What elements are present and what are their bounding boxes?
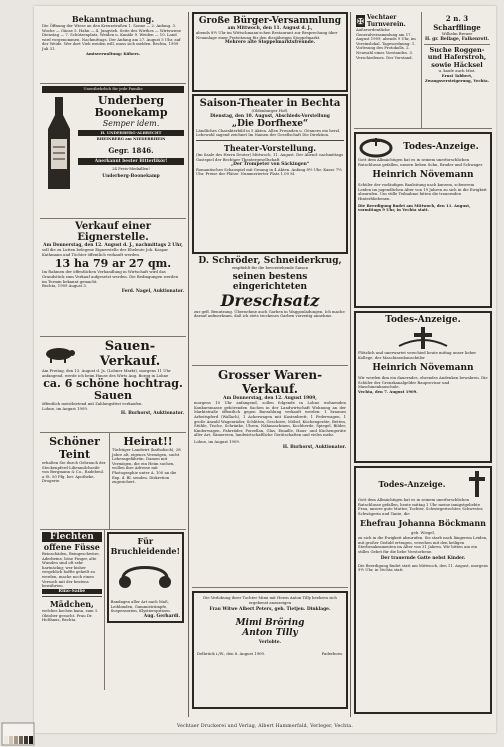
- notice-text: Die Öffnung der Wiese an den Kreuzstraßen 1. Sonne — 2. Anfang. 3. Woche — Gänse 5. Hahn — 4. Jungvieh. Seite des Wirthes — Wirtswiese Dienstag — 7. Schützenplatz, Weiden u. Kanäle 9. Weiden — 10. Land wird vorgenommen. Nachmittags. Der Anfang am 27. August 5 Uhr, auf der Weide. Wer dort Vieh weiden will, muss sich melden. Bechta, 1909 Juli 31.: [42, 23, 182, 51]
- todes2-text: Plötzlich und unerwartet verschied heute mittag unser lieber Kollege, der Maschinenbauschüler: [358, 350, 477, 360]
- scharf-title: 2 n. 3 Scharfflinge: [433, 14, 481, 32]
- verlobung-sign: Frau Witwe Albert Peters, geb. Tietjen. Dinklage.: [209, 607, 331, 613]
- bottle-image: [42, 95, 76, 191]
- column-right: [354, 12, 492, 717]
- sale-date: Am Donnerstag, den 12. August d. J., nachmittags 2 Uhr,: [43, 243, 183, 248]
- todes1-title: Todes-Anzeige.: [403, 142, 479, 152]
- theater2-text2: Romantisches Schauspiel mit Gesang in 4 Akten. Anfang 8½ Uhr. Kasse 7½ Uhr. Preise der Plätze: Nummerierter Platz 1.00 M.: [196, 166, 342, 177]
- maedchen-title: Mädchen,: [49, 599, 94, 610]
- todes-anzeige-2: [354, 311, 492, 463]
- scharf-text: Wilhelm Breuer: [441, 31, 473, 36]
- sauen-ad: [40, 337, 186, 433]
- scharf-ad: [424, 14, 490, 45]
- theater-title: Saison-Theater in Bechta: [199, 98, 341, 109]
- sau-title: Sauen-Verkauf.: [99, 339, 161, 369]
- newspaper-page: [34, 6, 496, 733]
- printer-footer: Vechtaer Druckerei und Verlag, Albert Hammerfald, Verleger, Vechta.: [176, 724, 353, 729]
- heirat-text: Tüchtiger Landwirt (katholisch), 28 Jahre alt, eigenes Vermögen, sucht Lebensgefährtin. Damen mit Vermögen, die ein Heim suchen, wollen ihre Adresse mit Photographie unter A. 100 an die Exp. d. Bl. senden. Diskretion zugesichert.: [112, 447, 181, 485]
- sale-text: soll die zu Lutten belegene Eignerstelle der Eheleute Joh. Kaspar Kathmann und Töchter öffentlich verkauft werden.: [42, 247, 169, 257]
- underberg-footer: Underberg-Boonekamp: [102, 173, 160, 179]
- sau-text2: öffentlich meistbietend mit Zahlungsfrist verkaufen.: [42, 401, 143, 407]
- color-scale-bar: [0, 721, 36, 747]
- verlobung-ad: [192, 591, 348, 709]
- underberg-year: Gegr. 1846.: [108, 145, 154, 155]
- verlobte-mimi: Mimi Bröring: [235, 618, 305, 629]
- column-rule: [188, 12, 189, 717]
- schroeder-ad: [192, 254, 348, 366]
- flechten-text: Beinschäden, Beingeschwüre, Aderbeine, böse Finger, alte Wunden sind oft sehr hartnäckig; wer bisher vergeblich hoffte geheilt zu werden, mache noch einen Versuch mit der bestens bewährten: [42, 551, 100, 589]
- todes2-name: Heinrich Növemann: [372, 363, 474, 374]
- sau-text: Am Freitag, den 13. August d. Js. (Lohner Markt), morgens 11 Uhr anfangend, werde ich beim Hause des Wirts Aug. Borgg in Lohne: [42, 368, 171, 378]
- underberg-medals: 24 Preis-Medaillen!: [112, 166, 150, 172]
- flechten-sub: offene Füsse: [43, 542, 100, 552]
- bruch-text: Bandagen aller Art nach Maß, Leibbinden, Gummistrümpfe, Suspensorien, Klystierspritzen.: [110, 599, 171, 614]
- todes3-text2: zu sich in die Ewigkeit abzurufen. Sie starb nach längerem Leiden, mit großer Geduld ertragen, versehen mit den heiligen Sterbesakramenten im Alter von 31 Jahren. Wir bitten um ein stilles Gebet für die liebe Verstorbene.: [358, 534, 488, 554]
- waren-auct: H. Burhorst, Auktionator.: [282, 444, 346, 450]
- turner-cross-icon: ✠: [357, 16, 364, 26]
- todes2-sign: Vechta, den 7. August 1909.: [358, 388, 418, 394]
- notice-ad: [40, 12, 186, 84]
- theater-date: Dienstag, den 10. August, Abschieds-Vorstellung: [210, 113, 330, 119]
- dresch-text: zur gefl. Benutzung. Übernehme auch Garben in Waggonladungen. Ich mache darauf aufmerksam, daß ich stets trockenes Garben vorzeitig annehme.: [194, 308, 345, 319]
- maedchen-text: welches kochen kann, zum 1. Oktober gesucht. Frau Dr. Holthaus, Bechta.: [42, 608, 99, 623]
- schroeder-big: seinen bestens eingerichteten: [232, 271, 308, 292]
- todes-anzeige-3: [354, 466, 492, 714]
- suche-ad: [424, 45, 490, 83]
- todes3-text: Gott dem Allmächtigen hat es in seinem unerforschlichen Ratschlusse gefallen, heute mittag 1 Uhr meine innigstgeliebte Frau, unsere gute Mutter, Tochter, Schwiegertochter, Schwester, Schwägerin und Tante, die: [358, 497, 484, 516]
- flechten-title: Flechten: [42, 532, 102, 542]
- verlobung-text: Die Verlobung ihrer Tochter Mimi mit Herrn Anton Tilly beehren sich ergebenst anzuzeigen: [203, 595, 337, 605]
- heirat-title: Heirat!!: [123, 435, 173, 448]
- notice-sign: Amtsverwaltung: Kühers.: [86, 50, 140, 56]
- todes1-text2: Schüler der vorläufigen Bauleitung nach kurzem, schwerem Leiden im jugendlichen Alter von 19 Jahren zu sich in die Ewigkeit abzurufen. Um stille Teilnahme bitten die trauernden Hinterbliebenen.: [358, 182, 487, 201]
- verlobte-label: Verlobte.: [258, 640, 282, 646]
- verlobung-right: Paderborn.: [321, 650, 343, 656]
- theater2-play: „Der Trompeter von Säckingen“: [230, 162, 310, 168]
- dreschsatz-title: Dreschsatz: [220, 290, 320, 310]
- todes2-text2: Wir werden ihm ein dauerndes, ehrendes Andenken bewahren. Die Schüler der Grenzkanalgelder Bauprovisor und Maschinenbauschule.: [358, 375, 488, 390]
- todes3-sub: geb. Wiegel,: [411, 530, 435, 536]
- theater-text: Ländliches Charakterbild in 5 Akten. Allen Freunden u. Gönnern ein herzl. Lebewohl sagend zeichnet Im Namen der Gesellschaft Die Direktion.: [196, 127, 341, 138]
- turnverein-ad: [354, 12, 422, 128]
- sau-big: ca. 6 schöne hochtrag. Sauen: [43, 377, 183, 403]
- column-middle: [192, 12, 348, 717]
- suche-title: Suche Roggen- und Haferstroh, sowie Häcksel: [427, 45, 487, 69]
- waren-date: Am Donnerstag, den 12. August 1909,: [223, 396, 317, 401]
- sau-sign: H. Burhorst, Auktionator.: [120, 411, 184, 417]
- bruch-sign: Aug. Gerhardi.: [143, 613, 180, 619]
- versammlung-title: Große Bürger-Versammlung: [198, 16, 342, 26]
- teint-title: Schöner Teint: [49, 435, 100, 461]
- versammlung-date: am Mittwoch, den 11. August d. J.,: [227, 26, 313, 31]
- todes3-sign: Der trauernde Gatte nebst Kinder.: [380, 556, 466, 562]
- waren-text: morgens 10 Uhr anfangend, sollen folgende in Lohne wohnenden Konkursmasse gehörenden Sachen in der Landwirtschaft Wohnung an der Marktstraße öffentlich gegen Barzahlung verkauft werden: 1 braunes Arbeitspferd (Wallach), 1 Ackerwagen mit Kastenbrett, 1 Federwagen, 1 große Anzahl Wagenräder, Schlitten, Geschirre, Möbel, Küchengeräte, Betten, Stühle, Tische, Schränke, Uhren, Nähmaschinen, Kochherde, Spiegel, Bilder, Kinderwagen, Fahrräder, Porzellan, Glas, Emaille, Haus- und Küchengeräte aller Art, Sämereien, landwirtschaftliche Gerätschaften und vieles mehr.: [194, 400, 346, 438]
- bruch-ad: [105, 530, 186, 690]
- versammlung-ad: [192, 12, 348, 92]
- suche-text: u. kaufe auch Mist.: [438, 68, 476, 74]
- eignerstelle-ad: [40, 219, 186, 337]
- underberg-maker: H. UNDERBERG-ALBRECHT: [78, 130, 184, 137]
- schroeder-title: D. Schröder, Schneiderkrug,: [198, 256, 342, 266]
- underberg-title: Underberg Boonekamp: [94, 93, 168, 119]
- flechten-ad: [40, 530, 105, 690]
- scharf-sub: H. gr. Beilage, Falkenrott.: [424, 36, 490, 42]
- theater-play: „Die Dorfhexe“: [231, 118, 309, 129]
- sale-place: Bechta, 1909 August 3.: [42, 283, 88, 289]
- theater-sub: (Oldenburger Hof).: [251, 108, 289, 113]
- flechten-product: Rino-Salbe: [42, 589, 102, 594]
- teint-ad: [40, 433, 110, 529]
- column-left: [40, 12, 186, 717]
- todes3-title: Todes-Anzeige.: [378, 479, 446, 489]
- sale-title: Verkauf einer Eignerstelle.: [75, 221, 151, 243]
- underberg-ad: [40, 84, 186, 219]
- waren-sign: Lohne, im August 1909.: [194, 439, 240, 445]
- versammlung-text: abends 8½ Uhr im Wittschmann'schen Restaurant zur Besprechung über Neuanlage einer Festsitzung für den diesjährigen Stoppelmarkt.: [196, 30, 338, 40]
- underberg-city: RHEINBERG am NIEDERRHEIN: [96, 136, 166, 142]
- bruch-title: Für Bruchleidende!: [110, 536, 180, 556]
- todes2-title: Todes-Anzeige.: [385, 315, 461, 325]
- underberg-header: Unentbehrlich für jede Familie: [42, 86, 184, 93]
- cross-icon: [466, 470, 488, 498]
- todes-anzeige-1: [354, 132, 492, 308]
- notice-title: Bekanntmachung.: [71, 14, 155, 24]
- todes1-text: Gott dem Allmächtigen hat es in seinem unerforschlichen Ratschlusse gefallen, unsern lieben Sohn, Bruder und Schwager: [358, 157, 483, 167]
- verlobte-anton: Anton Tilly: [242, 628, 298, 639]
- cross-wreath-icon: [393, 326, 453, 350]
- heirat-ad: [110, 433, 186, 529]
- schroeder-text: empfiehlt für die bevorstehende Saison: [232, 265, 308, 270]
- theater2-text: (Im Saale des Herrn Deuter) Mittwoch, 11. August. Der Abend: nachmittags Gastspiel der Bechtaer Theatergesellschaft: [196, 152, 344, 162]
- sale-sign: Ferd. Nagel, Auktionator.: [121, 288, 184, 294]
- versammlung-sign: Mehrere alte Stoppelmarktsfreunde.: [224, 40, 316, 46]
- teint-text: erhalten Sie durch Gebrauch der Steckenpferd-Lilienmilchseife von Bergmann & Co., Radebeul. a St. 50 Pfg. bei: Apotheke, Drogerie.: [42, 460, 106, 484]
- todes3-name: Ehefrau Johanna Böckmann: [360, 518, 486, 529]
- bandage-icon: [115, 558, 175, 598]
- mourning-wreath-icon: [358, 136, 394, 158]
- turn-text: Außerordentliche Generalversammlung am 17. August 1909, abends 9 Uhr, im Vereinslokal. Tagesordnung: 1. Vorlesung des Protokolls. 2. Neuwahl eines Vorstandes. 3. Verschiedenes. Der Vorstand.: [356, 27, 416, 60]
- column-rule: [350, 12, 351, 717]
- waren-title: Grosser Waren-Verkauf.: [217, 368, 323, 396]
- theater-ad: [192, 94, 348, 254]
- sale-text2: Im Rahmen der öffentlichen Verhandlung in Wirtschaft wird das Grundstück zum Verkauf aufgesetzt werden. Die Bedingungen werden im Termin bekannt gemacht.: [42, 269, 179, 284]
- suche-sign: Ernst Tabbert, Zwangsversteigerung, Vechta.: [425, 72, 489, 83]
- waren-ad: [192, 366, 348, 588]
- todes1-sign: Die Beerdigung findet am Mittwoch, den 11. August, vormittags 9 Uhr, in Vechta statt.: [358, 202, 471, 213]
- underberg-sub: Semper idem.: [102, 118, 160, 128]
- sale-size: 13 ha 79 ar 27 qm.: [54, 257, 172, 271]
- underberg-claim: Anerkannt bester Bitterlikör!: [78, 158, 184, 165]
- verlobung-left: Delbrück i./W., den 8. August 1909.: [197, 650, 266, 656]
- turn-title: Vechtaer Turnverein.: [366, 14, 406, 28]
- todes1-name: Heinrich Növemann: [372, 170, 474, 181]
- pig-icon: [42, 345, 76, 363]
- todes3-footer: Die Beerdigung findet statt am Mittwoch, den 11. August, morgens 9½ Uhr, in Vechta statt.: [358, 562, 488, 573]
- sau-place: Lohne, im August 1909.: [42, 405, 88, 411]
- theater2-title: Theater-Vorstellung.: [223, 143, 317, 154]
